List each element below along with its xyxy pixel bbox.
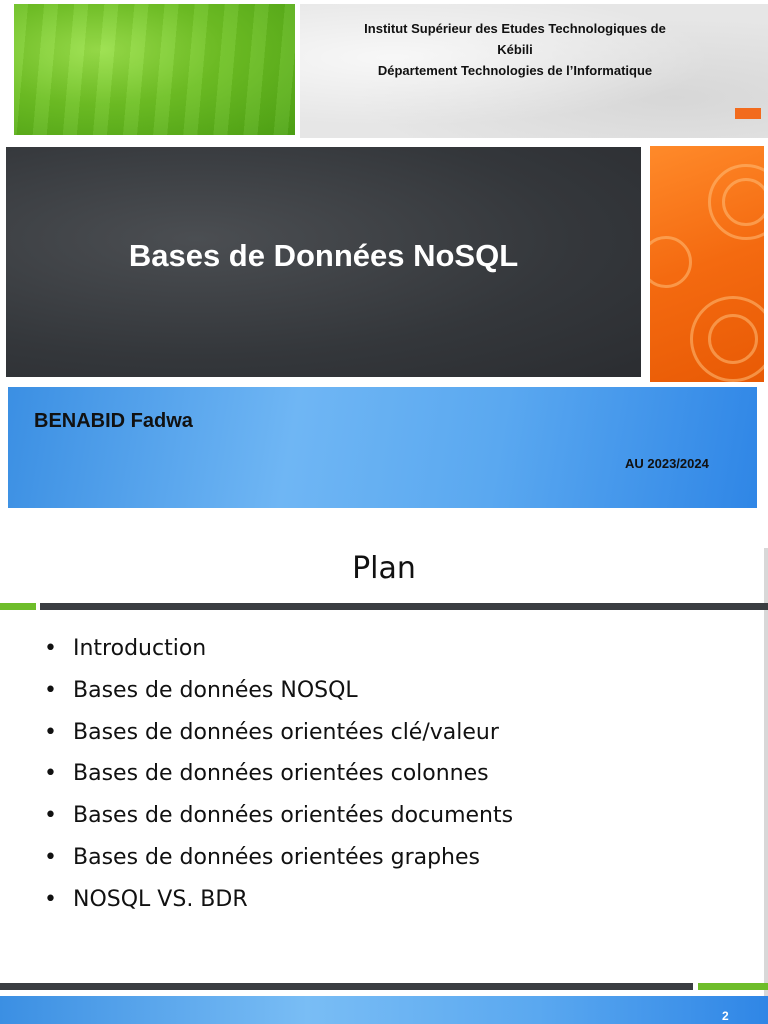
bullet-icon: • bbox=[44, 761, 57, 787]
bullet-icon: • bbox=[44, 844, 57, 870]
list-item-label: Bases de données orientées clé/valeur bbox=[73, 719, 499, 745]
presentation-title: Bases de Données NoSQL bbox=[128, 238, 519, 273]
academic-year: AU 2023/2024 bbox=[625, 456, 709, 471]
bullet-icon: • bbox=[44, 803, 57, 829]
bullet-icon: • bbox=[44, 636, 57, 661]
page-number: 2 bbox=[722, 1009, 729, 1023]
author-name: BENABID Fadwa bbox=[34, 410, 193, 432]
green-divider-bottom bbox=[698, 983, 768, 990]
list-item bbox=[44, 879, 744, 921]
footer-band bbox=[0, 996, 768, 1024]
list-item bbox=[44, 837, 744, 879]
list-item-label: Introduction bbox=[73, 636, 207, 661]
slide-edge-shadow bbox=[764, 548, 768, 1018]
plan-list bbox=[44, 628, 744, 921]
list-item-label: Bases de données orientées colonnes bbox=[73, 761, 489, 787]
dark-divider-top bbox=[40, 603, 768, 610]
department-name: Département Technologies de l’Informatique bbox=[377, 63, 653, 78]
dark-divider-bottom bbox=[0, 983, 693, 990]
institution-name-line1: Institut Supérieur des Etudes Technologiques de bbox=[364, 21, 666, 36]
plan-title: Plan bbox=[352, 551, 416, 586]
list-item-label: Bases de données NOSQL bbox=[73, 677, 358, 703]
plan-slide bbox=[0, 518, 768, 1024]
green-decor-block bbox=[14, 4, 295, 135]
list-item bbox=[44, 628, 744, 670]
orange-accent-mark bbox=[735, 108, 761, 119]
list-item bbox=[44, 795, 744, 837]
bullet-icon: • bbox=[44, 677, 57, 703]
green-divider-top bbox=[0, 603, 36, 610]
list-item-label: Bases de données orientées graphes bbox=[73, 844, 480, 870]
list-item-label: NOSQL VS. BDR bbox=[73, 886, 248, 912]
list-item bbox=[44, 712, 744, 754]
list-item bbox=[44, 753, 744, 795]
bullet-icon: • bbox=[44, 886, 57, 912]
institution-name-line2: Kébili bbox=[497, 42, 533, 57]
list-item bbox=[44, 670, 744, 712]
orange-decor-block bbox=[650, 146, 764, 382]
list-item-label: Bases de données orientées documents bbox=[73, 803, 514, 829]
bullet-icon: • bbox=[44, 719, 57, 745]
author-band bbox=[8, 387, 757, 508]
